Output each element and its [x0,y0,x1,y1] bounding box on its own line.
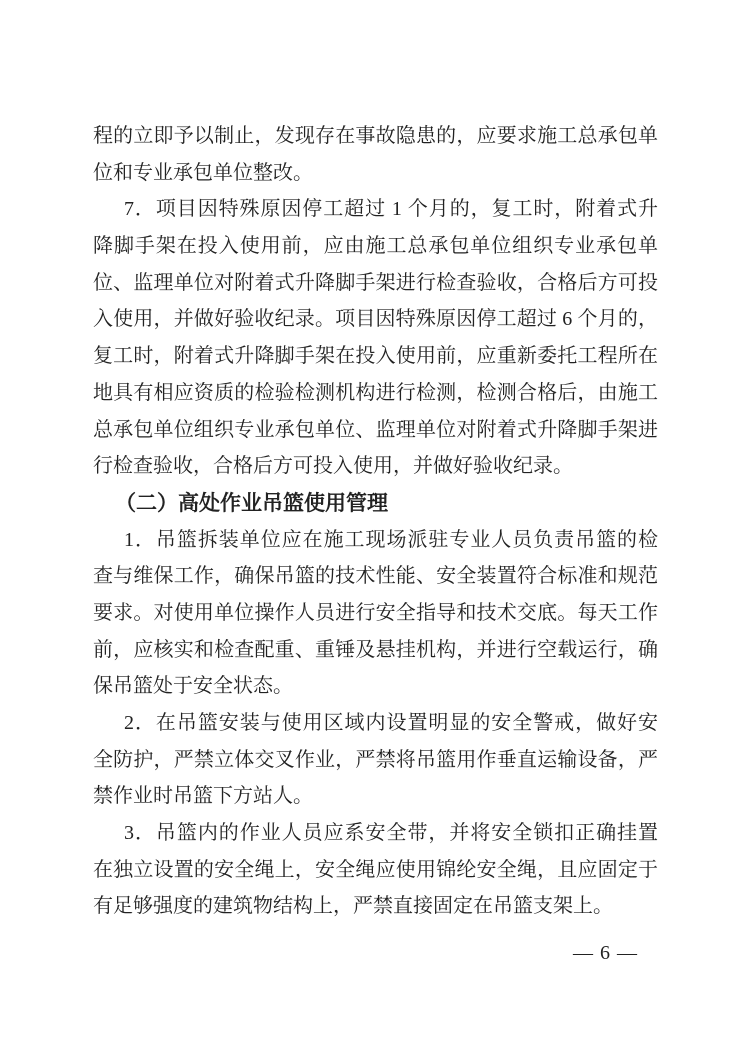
body-text-line: 总承包单位组织专业承包单位、监理单位对附着式升降脚手架进 [93,418,658,441]
body-text-line: 查与维保工作，确保吊篮的技术性能、安全装置符合标准和规范 [93,565,658,588]
body-text-line: 复工时，附着式升降脚手架在投入使用前，应重新委托工程所在 [93,345,658,368]
body-text-line: 要求。对使用单位操作人员进行安全指导和技术交底。每天工作 [93,601,658,624]
body-text-line: 位和专业承包单位整改。 [93,161,313,184]
body-text-line: 位、监理单位对附着式升降脚手架进行检查验收，合格后方可投 [93,271,658,294]
body-text-line: 1．吊篮拆装单位应在施工现场派驻专业人员负责吊篮的检 [124,528,658,551]
body-text-line: 降脚手架在投入使用前，应由施工总承包单位组织专业承包单 [93,235,658,258]
body-text-line: 3．吊篮内的作业人员应系安全带，并将安全锁扣正确挂置 [124,822,658,845]
body-text-line: 行检查验收，合格后方可投入使用，并做好验收纪录。 [93,455,573,478]
body-text-line: 前，应核实和检查配重、重锤及悬挂机构，并进行空载运行，确 [93,638,658,661]
body-text-line: 2．在吊篮安装与使用区域内设置明显的安全警戒，做好安 [124,712,658,734]
section-heading: （二）高处作业吊篮使用管理 [115,490,388,515]
body-text-line: 地具有相应资质的检验检测机构进行检测，检测合格后，由施工 [93,381,658,404]
body-text-line: 入使用，并做好验收纪录。项目因特殊原因停工超过 6 个月的， [93,308,658,331]
page-body [93,118,658,925]
body-text-line: 禁作业时吊篮下方站人。 [93,785,313,808]
body-text-line: 全防护，严禁立体交叉作业，严禁将吊篮用作垂直运输设备，严 [93,748,658,771]
page-number: — 6 — [573,942,638,964]
body-text-line: 程的立即予以制止，发现存在事故隐患的，应要求施工总承包单 [93,125,658,147]
body-text-line: 7．项目因特殊原因停工超过 1 个月的，复工时，附着式升 [124,198,658,221]
body-text-line: 保吊篮处于安全状态。 [93,675,293,698]
body-text-line: 有足够强度的建筑物结构上，严禁直接固定在吊篮支架上。 [93,895,613,918]
body-text-line: 在独立设置的安全绳上，安全绳应使用锦纶安全绳，且应固定于 [93,858,658,881]
